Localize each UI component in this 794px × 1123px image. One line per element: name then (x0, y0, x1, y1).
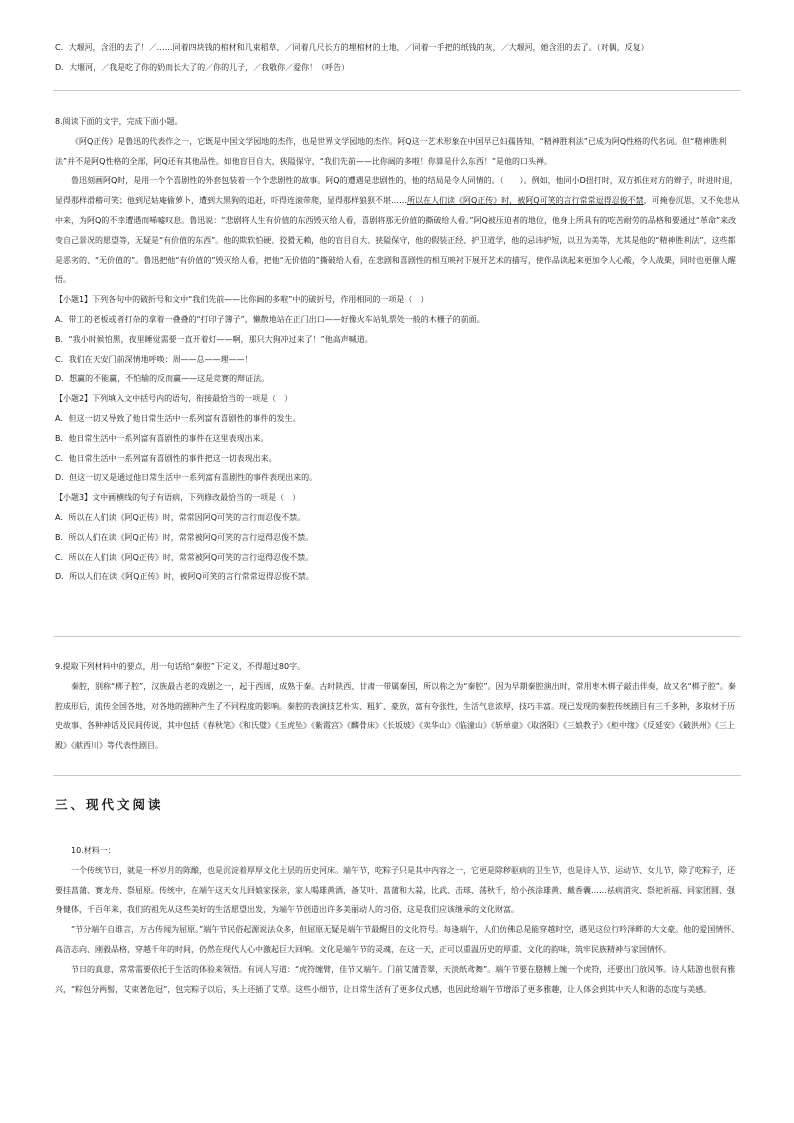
answer-option: C．我们在天安门前深情地呼唤：周——总——理——！ (55, 354, 253, 364)
answer-option: D．但这一切又是通过他日常生活中一系列富有喜剧性的事件表现出来的。 (55, 473, 318, 483)
answer-option: B．所以人们在读《阿Q正传》时，常常被阿Q可笑的言行逗得忍俊不禁。 (55, 532, 314, 542)
underlined-sentence: 所以在人们读《阿Q正传》时，被阿Q可笑的言行常常逗得忍俊不禁 (407, 196, 644, 206)
answer-option: B．“我小时候怕黑，夜里睡觉需要一直开着灯——啊，那只大狗冲过来了！”他高声喊道。 (55, 334, 373, 344)
sub-question-stem: 【小题2】下列填入文中括号内的语句，衔接最恰当的一项是（ ） (55, 394, 293, 404)
question-8 (55, 112, 740, 587)
previous-question-options (55, 38, 740, 78)
passage-paragraph: 秦腔，别称“梆子腔”，汉族最古老的戏剧之一，起于西周，成熟于秦。古时陕西、甘肃一带属秦国，所以称之为“秦腔”。因为早期秦腔演出时，常用枣木梆子敲击伴奏，故又名“梆子腔”。秦腔成形后，流传全国各地，对各地的剧种产生了不同程度的影响。秦腔的表演技艺朴实、粗犷、豪放，富有夸张性，生活气息浓厚，技巧丰富。现已发现的秦腔传统剧目有三千多种，多取材于历史故事、各种神话及民间传说，其中包括《春秋笔》《和氏璧》《玉虎坠》《紫霞宫》《麟骨床》《长坂坡》《卖华山》《临潼山》《斩单童》《取洛阳》《三娘教子》《柜中缘》《反延安》《破洪州》《三上殿》《献西川》等代表性剧目。 (55, 681, 736, 751)
divider (53, 90, 741, 91)
divider (53, 775, 741, 776)
answer-option: A．所以在人们读《阿Q正传》时，常常因阿Q可笑的言行而忍俊不禁。 (55, 512, 306, 522)
answer-option: A．带工的老板或者打杂的拿着一叠叠的“打印子簿子”，懒散地站在正门出口——好像火车站轧票处一般的木栅子的前面。 (55, 314, 485, 324)
passage-paragraph: 《阿Q正传》是鲁迅的代表作之一，它既是中国文学园地的杰作，也是世界文学园地的杰作。阿Q这一艺术形象在中国早已妇孺皆知，“精神胜利法”已成为阿Q性格的代名词。但“精神胜利法”并不是阿Q性格的全部，阿Q还有其他品性。如他盲目自大，狭隘保守，“我们先前——比你阔的多啦！你算是什么东西！”是他的口头禅。 (55, 136, 727, 166)
material-label: 10.材料一： (71, 846, 116, 855)
answer-option: A．但这一切又导致了他日常生活中一系列富有喜剧性的事件的发生。 (55, 413, 301, 423)
sub-question-stem: 【小题3】文中画横线的句子有语病，下列修改最恰当的一项是（ ） (55, 493, 301, 503)
answer-option: D．所以人们在读《阿Q正传》时，被阿Q可笑的言行常常逗得忍俊不禁。 (55, 572, 314, 582)
section-heading: 三、现代文阅读 (55, 797, 164, 812)
answer-option: C．所以在人们读《阿Q正传》时，常常被阿Q可笑的言行逗得忍俊不禁。 (55, 552, 314, 562)
passage-paragraph: “节分端午自谁言，万古传闻为屈原。”端午节民俗起源说法众多，但屈原无疑是端午节最醒目的文化符号。每逢端午，人们仿佛总是能穿越时空，遇见这位行吟泽畔的大文豪。他的爱国情怀、高洁志向、刚毅品格，穿越千年的时间，仍然在现代人心中激起巨大回响。文化是端午节的灵魂，在这一天，正可以重温历史的厚重、文化的韵味，筑牢民族精神与家国情怀。 (55, 925, 740, 954)
passage-paragraph: 节日的真意，常常需要依托于生活的体验来领悟。有词人写道：“虎符缠臂，佳节又端午。门前艾蒲青翠，天淡纸鸢舞”。端午节要在胳膊上缠一个虎符，还要出门放风筝。诗人陆游也很有雅兴，“粽包分两髻，艾束著危冠”，包完粽子以后，头上还插了艾草。这些小细节，让日常生活有了更多仪式感，也因此给端午节增添了更多雅趣，让人体会到其中天人和谐的态度与美感。 (55, 964, 736, 994)
answer-option: D．想赢的不能赢，不怕输的反而赢——这是竞赛的辩证法。 (55, 374, 270, 384)
option-d: D．大堰河，／我是吃了你的奶而长大了的／你的儿子，／我敬你／爱你！（呼告） (55, 62, 350, 72)
question-10 (55, 841, 740, 999)
passage-paragraph (55, 171, 740, 290)
answer-option: B．他日常生活中一系列富有喜剧性的事件在这里表现出来。 (55, 433, 269, 443)
sub-question-stem: 【小题1】下列各句中的破折号和文中“我们先前——比你阔的多啦”中的破折号，作用相同的一项是（ ） (55, 295, 429, 305)
passage-paragraph: 一个传统节日，就是一杯岁月的陈酿，也是沉淀着厚厚文化土层的历史河床。端午节，吃粽子只是其中内容之一，它更是除秽驱病的卫生节，也是诗人节、运动节、女儿节，除了吃粽子，还要挂菖蒲、赛龙舟、祭屈原。传统中，在端午这天女儿回娘家探亲，家人喝雄黄酒，备艾叶、菖蒲和大蒜，比武、击球、荡秋千，给小孩涂雄黄、戴香囊……祛病消灾、祭祀祈福、同家团圆、强身健体，千百年来，我们的祖先从这些美好的生活愿望出发，为端午节创造出许多美丽动人的习俗，这是我们应该继承的文化财富。 (55, 865, 735, 915)
question-title: 9.提取下列材料中的要点，用一句话给“秦腔”下定义，不得超过80字。 (55, 662, 306, 671)
option-c: C．大堰河，含泪的去了！／……同着四块钱的棺材和几束稻草，／同着几尺长方的埋棺材的土地，／同着一手把的纸钱的灰，／大堰河，她含泪的去了。（对偶，反复） (55, 43, 649, 52)
answer-option: C．他日常生活中一系列富有喜剧性的事件把这一切表现出来。 (55, 453, 277, 463)
passage-text: 鲁迅刻画阿Q时，是用一个个喜剧性的外套包装着一个个悲剧性的故事。阿Q的遭遇是悲剧性的，他的结局是令人同情的。（ ）。例如，他同小D扭打时，双方抓住对方的辫子，时进时退，显得那样滑稽可笑；他到尼姑庵偷萝卜，遭到大黑狗的追赶，吓得连滚带爬，显得那样狼狈不堪…… (55, 176, 738, 206)
question-title: 8.阅读下面的文字，完成下面小题。 (55, 117, 183, 126)
divider (53, 636, 741, 637)
passage-text: ，可掩卷沉思，又不免悲从中来，为阿Q的不幸遭遇而唏嘘叹息。鲁迅说：“悲剧将人生有价值的东西毁灭给人看，喜剧将那无价值的撕破给人看。”阿Q被压迫者的地位，他身上所具有的吃苦耐劳的品格和要通过“革命”来改变自己景况的愿望等，无疑是“有价值的东西”。他的欺软怕硬、狡猾无赖，他的盲目自大、狭隘保守，他的假装正经、护卫道学，他的忌讳护短，以丑为美等，尤其是他的“精神胜利法”，这些都是恶劣的、“无价值的”。鲁迅把他“有价值的”毁灭给人看，把他“无价值的”撕破给人看，在悲剧和喜剧性的相互映衬下展开艺术的描写，使作品读起来更加令人心酸，令人战栗，同时也更催人醒悟。 (55, 196, 740, 285)
question-9 (55, 657, 740, 756)
